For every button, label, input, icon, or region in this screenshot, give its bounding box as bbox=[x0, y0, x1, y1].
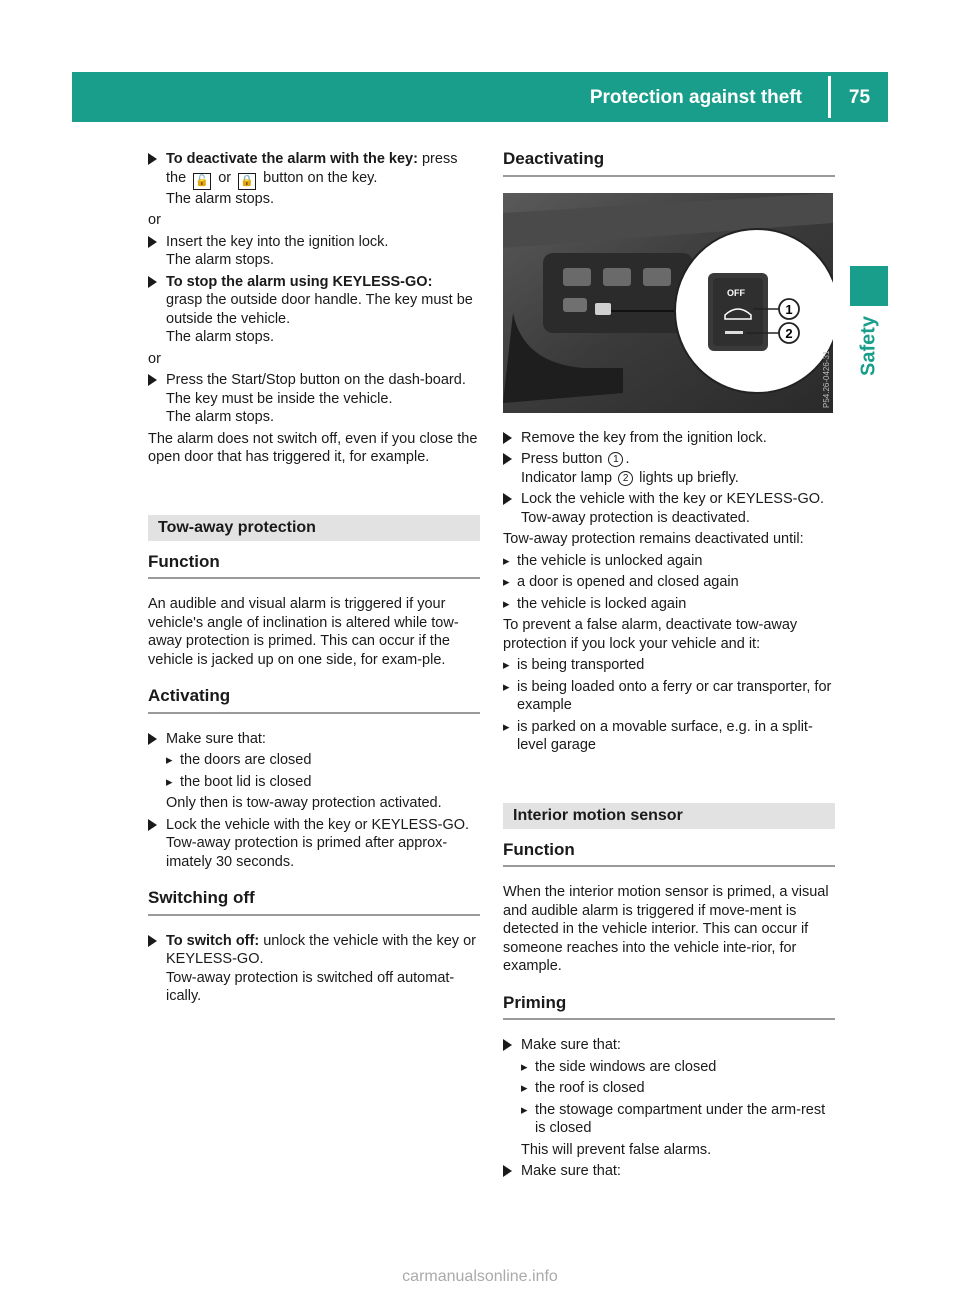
step-heading: To stop the alarm using KEYLESS-GO: bbox=[166, 273, 433, 290]
list-item-text: the roof is closed bbox=[535, 1080, 645, 1096]
list-item bbox=[166, 773, 480, 792]
bullet-icon: ▸ bbox=[503, 595, 510, 611]
left-column bbox=[148, 150, 480, 1009]
side-tab-label: Safety bbox=[857, 315, 880, 377]
bullet-icon: ▸ bbox=[166, 773, 173, 789]
step-arrow-icon bbox=[148, 819, 157, 831]
bullet-icon: ▸ bbox=[503, 678, 510, 694]
list-item-text: the vehicle is unlocked again bbox=[517, 552, 703, 569]
step-text: grasp the outside door handle. The key must be outside the vehicle. bbox=[166, 292, 473, 327]
step-result: Tow-away protection is switched off automat-ically. bbox=[166, 969, 455, 1004]
step bbox=[148, 816, 480, 872]
step-text: or bbox=[214, 169, 236, 186]
bullet-icon: ▸ bbox=[521, 1101, 528, 1117]
step-text: the bbox=[166, 169, 191, 186]
subsection-heading: Function bbox=[503, 841, 835, 868]
step-text: press bbox=[417, 151, 458, 167]
callout-ref-1: 1 bbox=[608, 452, 623, 467]
overhead-control-panel-image bbox=[503, 193, 833, 413]
list-item-text: a door is opened and closed again bbox=[517, 574, 739, 590]
off-label: OFF bbox=[727, 287, 745, 298]
step-heading: To deactivate the alarm with the key: bbox=[166, 151, 418, 167]
callout-ref-2: 2 bbox=[618, 471, 633, 486]
subsection-heading: Switching off bbox=[148, 889, 480, 916]
step bbox=[148, 730, 480, 749]
note-paragraph: The alarm does not switch off, even if you close the open door that has triggered it, for example. bbox=[148, 430, 478, 465]
bullet-icon: ▸ bbox=[166, 752, 173, 767]
step-result: lights up briefly. bbox=[635, 469, 739, 486]
list-item bbox=[503, 718, 835, 755]
step-text: Remove the key from the ignition lock. bbox=[521, 429, 767, 446]
watermark: carmanualsonline.info bbox=[402, 1268, 558, 1285]
step-arrow-icon bbox=[148, 374, 157, 386]
bullet-icon: ▸ bbox=[521, 1080, 528, 1095]
or-text: or bbox=[148, 350, 161, 367]
bullet-icon: ▸ bbox=[503, 552, 510, 568]
body-paragraph: When the interior motion sensor is primed, a visual and audible alarm is triggered if move-ment is detected in the vehicle interior. This can occur if someone reaches into the vehicle inte-rior, for example. bbox=[503, 884, 829, 974]
page-number: 75 bbox=[848, 87, 871, 108]
step-text: button on the key. bbox=[259, 169, 378, 186]
bullet-icon: ▸ bbox=[503, 718, 510, 734]
section-title: Protection against theft bbox=[589, 87, 802, 108]
list-item bbox=[503, 552, 835, 571]
right-column bbox=[503, 150, 835, 1184]
step bbox=[503, 490, 835, 527]
step-result: Tow-away protection is primed after approx-imately 30 seconds. bbox=[166, 835, 448, 870]
list-item bbox=[521, 1101, 835, 1138]
step-arrow-icon bbox=[148, 153, 157, 165]
step-text: Make sure that: bbox=[166, 730, 266, 747]
step-result: Only then is tow-away protection activated. bbox=[166, 795, 442, 811]
step bbox=[148, 233, 480, 270]
step-heading: To switch off: bbox=[166, 932, 260, 949]
step-arrow-icon bbox=[148, 236, 157, 248]
step bbox=[503, 1036, 835, 1055]
step-result: The alarm stops. bbox=[166, 252, 274, 268]
step-arrow-icon bbox=[148, 276, 157, 288]
list-item bbox=[503, 656, 835, 675]
step bbox=[503, 1162, 835, 1181]
step-text: Lock the vehicle with the key or KEYLESS-GO. bbox=[166, 816, 470, 833]
figure-code: P54.26-0426-31 bbox=[822, 350, 831, 408]
list-item bbox=[503, 595, 835, 614]
section-heading: Tow-away protection bbox=[148, 515, 480, 541]
step-text: Press the Start/Stop button on the dash-board. The key must be inside the vehicle. bbox=[166, 372, 466, 407]
step-result: The alarm stops. bbox=[166, 329, 274, 345]
step bbox=[148, 273, 480, 347]
list-item-text: the side windows are closed bbox=[535, 1058, 717, 1075]
step-result: The alarm stops. bbox=[166, 190, 274, 207]
subsection-heading: Function bbox=[148, 553, 480, 580]
step-arrow-icon bbox=[503, 1165, 512, 1177]
list-item bbox=[521, 1058, 835, 1077]
lock-key-icon: 🔒 bbox=[238, 173, 256, 190]
body-paragraph: Tow-away protection remains deactivated until: bbox=[503, 531, 804, 547]
step-result: This will prevent false alarms. bbox=[521, 1141, 712, 1158]
bullet-icon: ▸ bbox=[503, 574, 510, 589]
section-heading: Interior motion sensor bbox=[503, 803, 835, 829]
step-result: Indicator lamp bbox=[521, 469, 617, 486]
step-arrow-icon bbox=[503, 493, 512, 505]
subsection-heading: Deactivating bbox=[503, 150, 835, 177]
list-item bbox=[503, 678, 835, 715]
list-item-text: is parked on a movable surface, e.g. in a split-level garage bbox=[517, 718, 813, 753]
step bbox=[148, 150, 480, 208]
step-arrow-icon bbox=[148, 935, 157, 947]
step-text: Insert the key into the ignition lock. bbox=[166, 233, 389, 250]
step-result: The alarm stops. bbox=[166, 409, 274, 425]
subsection-heading: Activating bbox=[148, 687, 480, 714]
subsection-heading: Priming bbox=[503, 994, 835, 1021]
bullet-icon: ▸ bbox=[521, 1058, 528, 1074]
step-arrow-icon bbox=[148, 733, 157, 745]
step-arrow-icon bbox=[503, 1039, 512, 1051]
step-text: Press button bbox=[521, 451, 607, 467]
list-item bbox=[503, 573, 835, 592]
list-item-text: is being transported bbox=[517, 657, 645, 673]
step-text: . bbox=[625, 451, 630, 467]
list-item-text: the doors are closed bbox=[180, 752, 312, 768]
bullet-icon: ▸ bbox=[503, 657, 510, 672]
list-item bbox=[166, 751, 480, 770]
unlock-key-icon: 🔓 bbox=[193, 173, 211, 190]
list-item-text: is being loaded onto a ferry or car transporter, for example bbox=[517, 678, 832, 713]
step-text: Make sure that: bbox=[521, 1163, 621, 1179]
page-header bbox=[72, 72, 888, 122]
callout-2: 2 bbox=[785, 325, 793, 341]
step-text: unlock the vehicle with the key or KEYLESS-GO. bbox=[166, 932, 476, 967]
side-tab-marker bbox=[850, 266, 888, 306]
step-result: Tow-away protection is deactivated. bbox=[521, 509, 750, 526]
deactivation-figure bbox=[503, 193, 833, 413]
list-item-text: the stowage compartment under the arm-rest is closed bbox=[535, 1101, 826, 1136]
step bbox=[148, 932, 480, 1006]
body-paragraph: An audible and visual alarm is triggered if your vehicle's angle of inclination is altered while tow-away protection is primed. This can occur if the vehicle is jacked up on one side, for exam-ple. bbox=[148, 596, 459, 668]
side-tab bbox=[850, 306, 888, 386]
or-text: or bbox=[148, 212, 161, 228]
step-text: Lock the vehicle with the key or KEYLESS-GO. bbox=[521, 491, 825, 507]
step-text: Make sure that: bbox=[521, 1037, 621, 1053]
list-item bbox=[521, 1079, 835, 1098]
list-item-text: the boot lid is closed bbox=[180, 773, 312, 790]
callout-1: 1 bbox=[785, 301, 793, 317]
step bbox=[503, 450, 835, 487]
list-item-text: the vehicle is locked again bbox=[517, 595, 687, 612]
step-arrow-icon bbox=[503, 453, 512, 465]
step bbox=[148, 371, 480, 427]
step bbox=[503, 429, 835, 448]
body-paragraph: To prevent a false alarm, deactivate tow-away protection if you lock your vehicle and it: bbox=[503, 617, 798, 652]
step-arrow-icon bbox=[503, 432, 512, 444]
